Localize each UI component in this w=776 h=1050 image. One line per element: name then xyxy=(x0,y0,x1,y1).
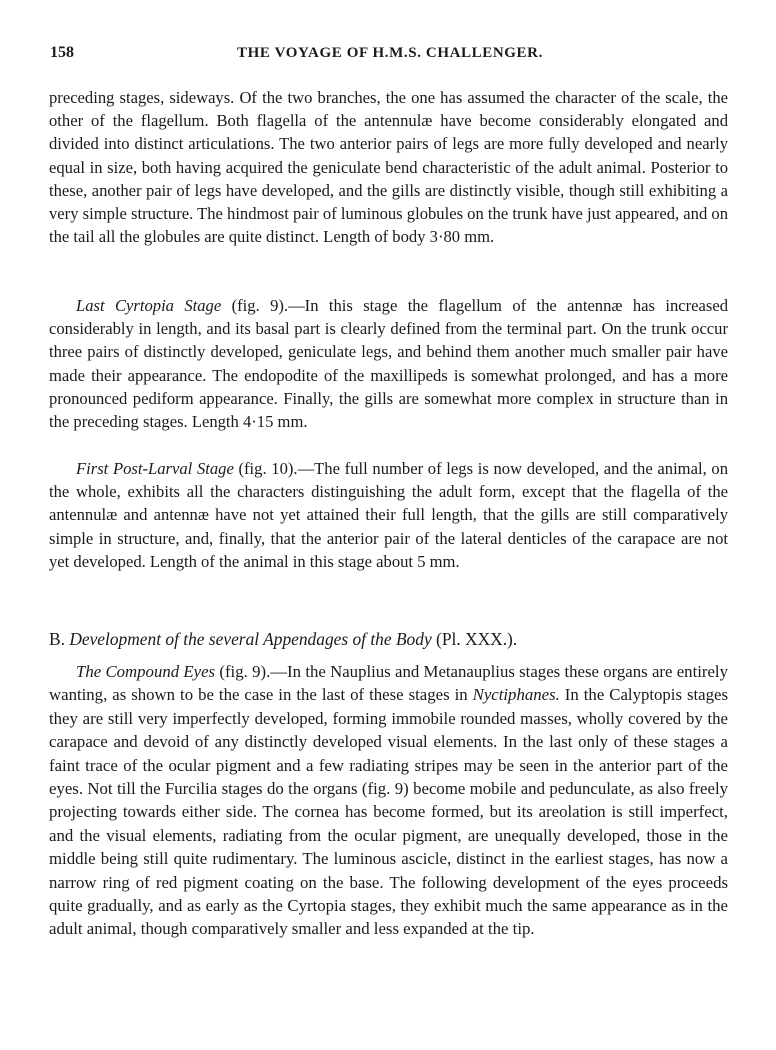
running-title: THE VOYAGE OF H.M.S. CHALLENGER. xyxy=(237,45,543,61)
section-heading xyxy=(49,627,728,651)
paragraph-title: First Post-Larval Stage xyxy=(76,459,234,478)
paragraph-text: (fig. 9).—In the Nauplius and Metanauplius stages these organs are entirely wanting, as shown to be the case in the last of these stages in xyxy=(49,662,728,705)
page-number: 158 xyxy=(50,44,74,61)
section-reference: (Pl. XXX.). xyxy=(436,629,518,649)
section-title: Development of the several Appendages of the Body xyxy=(69,629,432,649)
paragraph-text: (fig. 9).—In this stage the flagellum of the antennæ has increased considerably in length, and its basal part is clearly defined from the terminal part. On the trunk occur three pairs of distinctly developed, geniculate legs, and behind them another much smaller pair have made their appearance. The endopodite of the maxillipeds is somewhat prolonged, and has a more pronounced pediform appearance. Finally, the gills are somewhat more complex in structure than in the preceding stages. Length 4·15 mm. xyxy=(49,296,728,432)
paragraph-title: Last Cyrtopia Stage xyxy=(76,296,222,315)
paragraph-text: (fig. 10).—The full number of legs is now developed, and the animal, on the whole, exhibits all the characters distinguishing the adult form, except that the flagella of the antennulæ and antennæ have not yet attained their full length, that the gills are still comparatively simple in structure, and, finally, that the anterior pair of the lateral denticles of the carapace are not yet developed. Length of the animal in this stage about 5 mm. xyxy=(49,459,729,571)
paragraph-compound-eyes xyxy=(49,660,728,941)
paragraph-cyrtopia-continued xyxy=(49,86,728,248)
paragraph-text: preceding stages, sideways. Of the two branches, the one has assumed the character of the scale, the other of the flagellum. Both flagella of the antennulæ have become considerably elongated and divided into distinct articulations. The two anterior pairs of legs are more fully developed and nearly equal in size, both having acquired the geniculate bend characteristic of the adult animal. Posterior to these, another pair of legs have developed, and the gills are distinctly visible, though still exhibiting a very simple structure. The hindmost pair of luminous globules on the trunk have just appeared, and on the tail all the globules are quite distinct. Length of body 3·80 mm. xyxy=(49,88,728,247)
genus-name: Nyctiphanes. xyxy=(472,685,560,705)
paragraph-title: The Compound Eyes xyxy=(76,662,216,681)
page-header xyxy=(50,44,730,66)
paragraph-text-continued: In the Calyptopis stages they are still very imperfectly developed, forming immobile rounded masses, wholly covered by the carapace and devoid of any distinctly developed visual elements. In the last only of these stages a faint trace of the ocular pigment and a few radiating stripes may be seen in the anterior part of the eyes. Not till the Furcilia stages do the organs (fig. 9) become mobile and pedunculate, as also freely projecting towards either side. The cornea has become formed, but its areolation is still imperfect, and the visual elements, radiating from the ocular pigment, are unequally developed, those in the middle being still quite rudimentary. The luminous ascicle, distinct in the earliest stages, has now a narrow ring of red pigment coating on the base. The following development of the eyes proceeds quite gradually, and as early as the Cyrtopia stages, they exhibit much the same appearance as in the adult animal, though comparatively smaller and less expanded at the tip. xyxy=(49,685,728,939)
paragraph-first-post-larval-stage xyxy=(49,457,728,573)
section-label: B. xyxy=(49,629,65,649)
paragraph-last-cyrtopia-stage xyxy=(49,294,728,433)
